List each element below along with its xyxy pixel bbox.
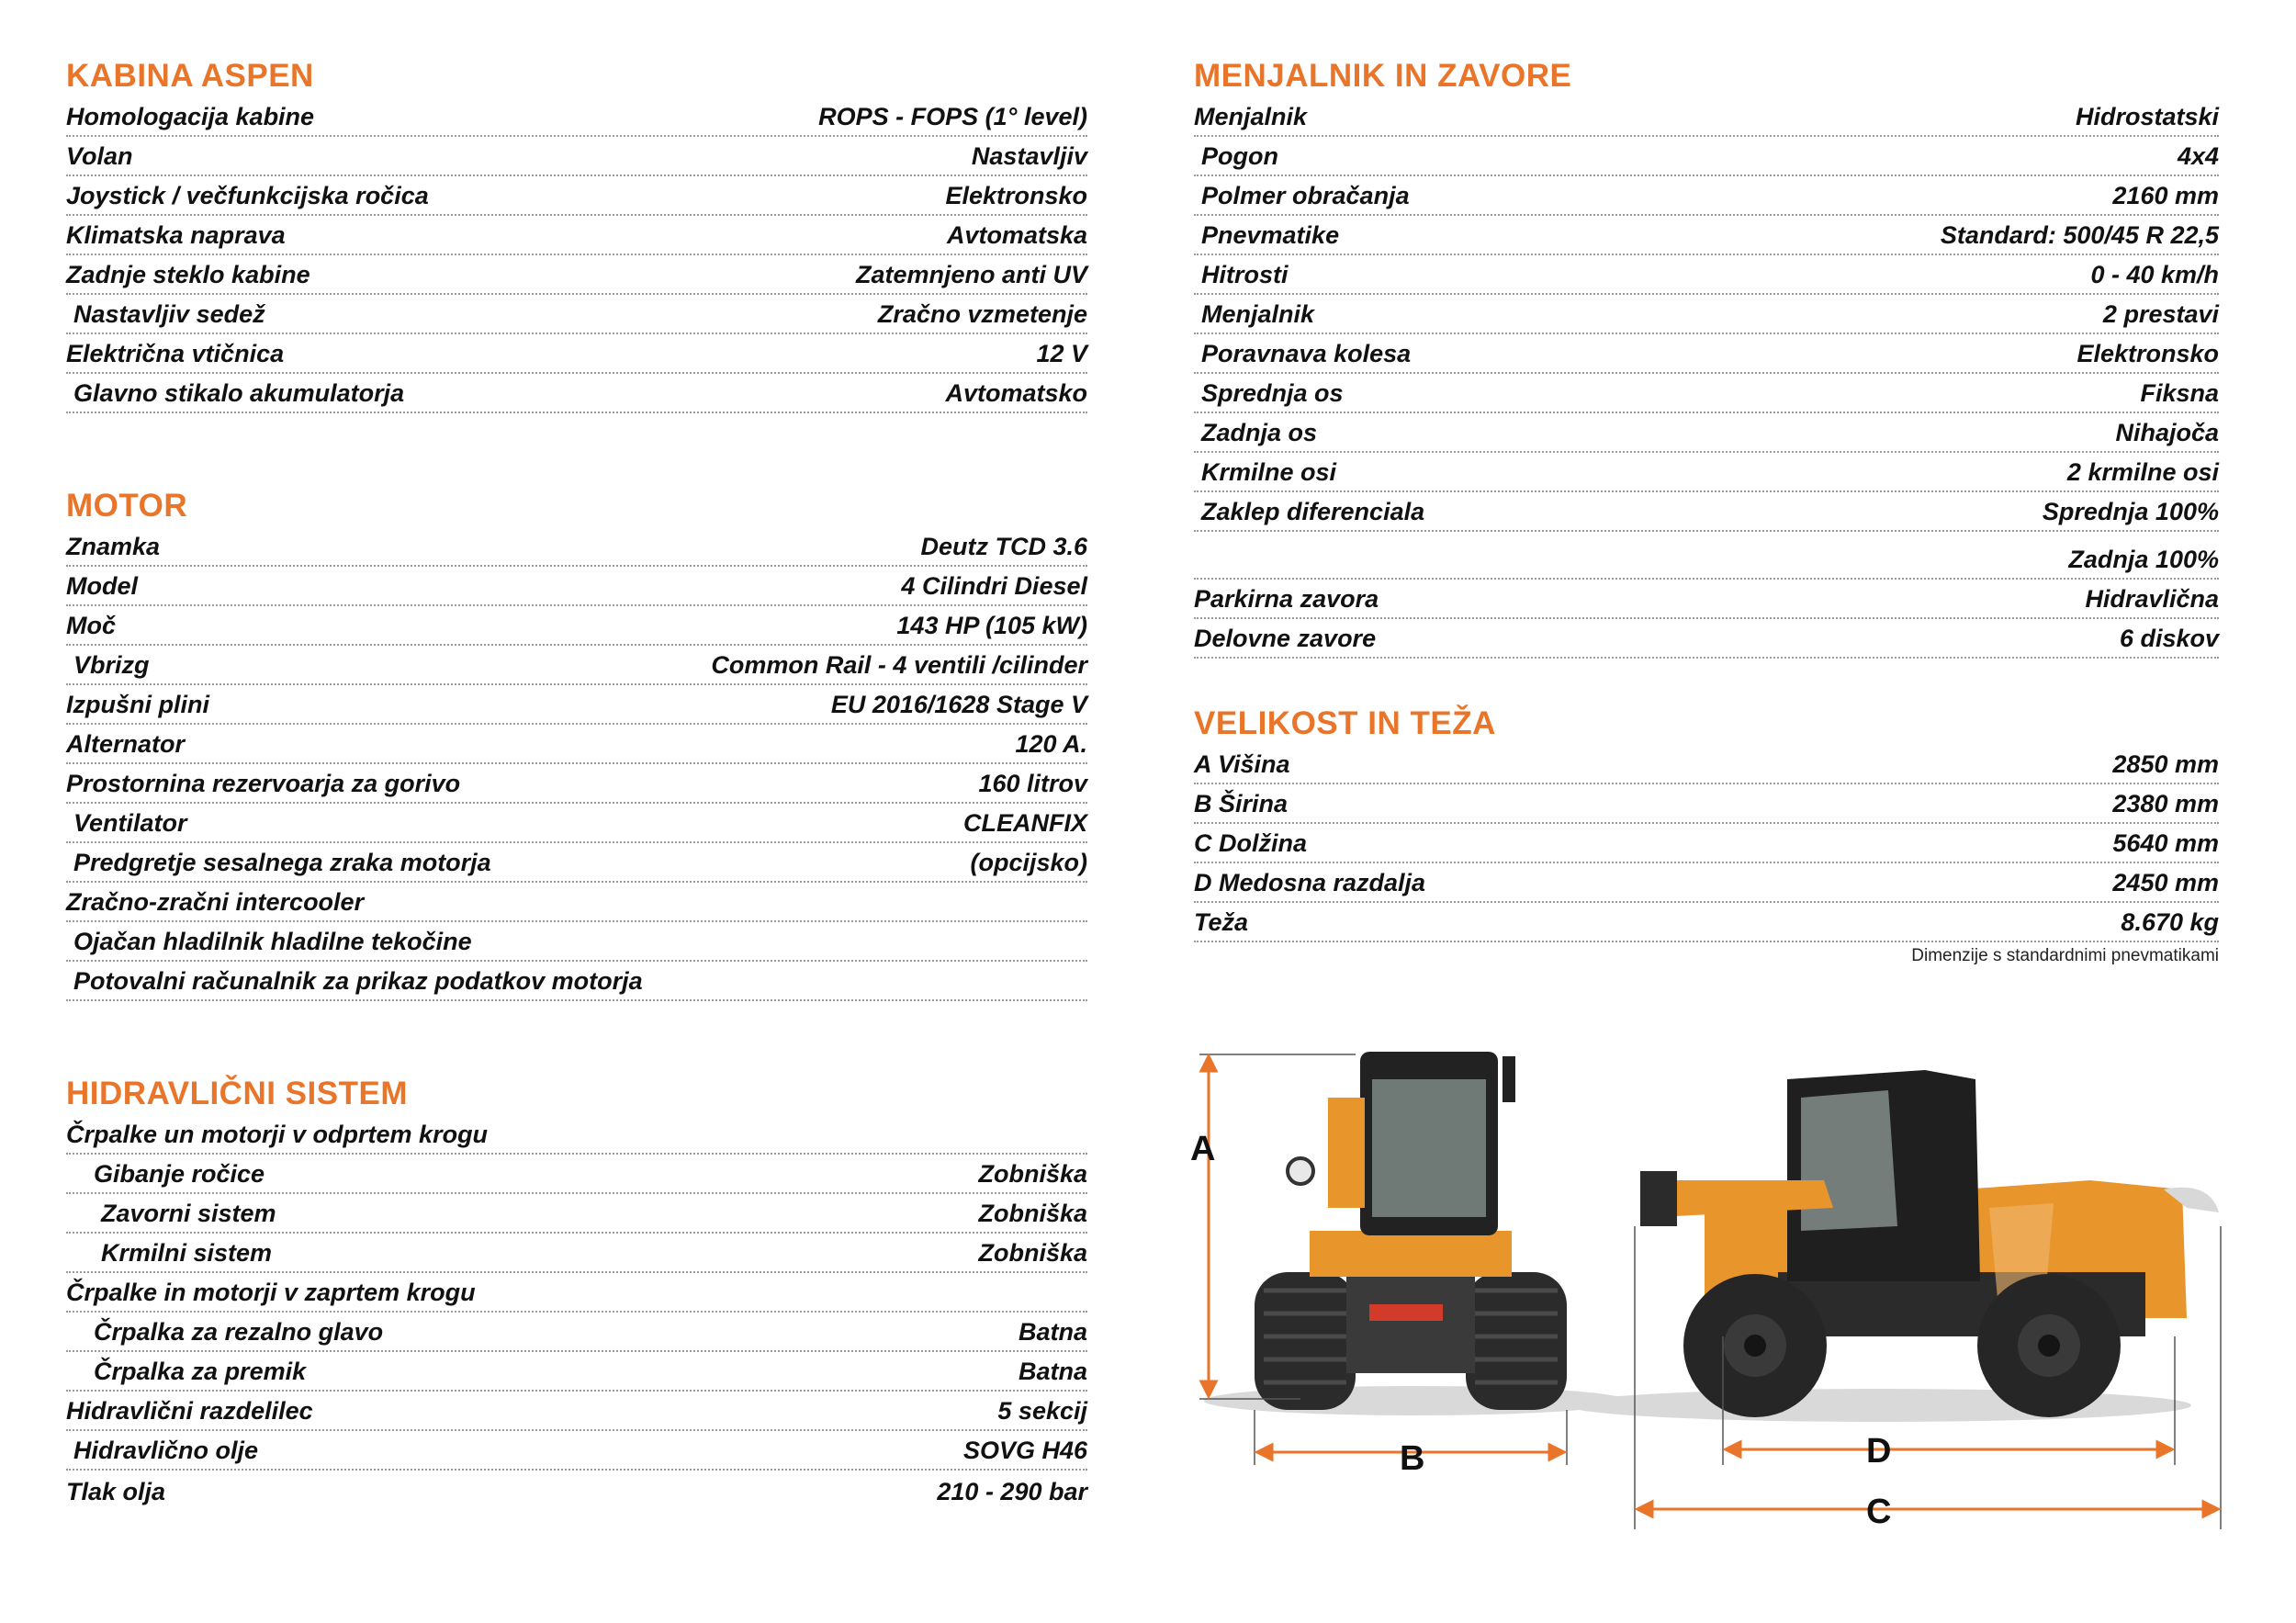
row-label: Model [66,572,138,600]
row-value: 4 Cilindri Diesel [901,572,1087,600]
row-value: Zatemnjeno anti UV [855,261,1087,288]
table-row [66,97,1087,137]
table-row [1194,255,2219,295]
table-row [1194,619,2219,659]
front-view-machine [1204,1052,1626,1415]
row-value: 2 prestavi [2102,300,2219,328]
row-value: 2 krmilne osi [2066,458,2219,486]
row-value: Avtomatsko [945,379,1087,407]
table-row [1194,492,2219,532]
dimension-d-label: D [1866,1432,1892,1471]
row-label: Krmilne osi [1201,458,1337,486]
table-row [1194,334,2219,374]
table-row [66,1234,1087,1273]
table-row [1194,176,2219,216]
table-row [66,1431,1087,1471]
table-row [1194,97,2219,137]
table-row [66,1115,1087,1155]
row-value: 5640 mm [2112,829,2219,857]
row-label: Črpalke un motorji v odprtem krogu [66,1121,489,1148]
row-label: Zadnja os [1201,419,1318,446]
row-value: Nihajoča [2115,419,2219,446]
table-row [1194,532,2219,580]
table-row [66,216,1087,255]
table-row [66,922,1087,962]
velikost-title: VELIKOST IN TEŽA [1194,705,1496,741]
menjalnik-title: MENJALNIK IN ZAVORE [1194,58,1572,94]
dimension-b-label: B [1400,1439,1425,1478]
row-value: Deutz TCD 3.6 [920,533,1087,560]
row-label: Zaklep diferenciala [1201,498,1425,525]
table-row [66,1392,1087,1431]
table-row [1194,863,2219,903]
row-value: 210 - 290 bar [937,1478,1087,1505]
table-row [1194,784,2219,824]
row-label: Delovne zavore [1194,625,1377,652]
row-value: 2450 mm [2112,869,2219,896]
table-row [66,1194,1087,1234]
row-label: Nastavljiv sedež [73,300,265,328]
row-value: Nastavljiv [971,142,1087,170]
table-row [66,527,1087,567]
left-column [66,55,1087,1510]
table-row [1194,580,2219,619]
row-label: Pnevmatike [1201,221,1340,249]
table-row [66,606,1087,646]
table-row [1194,216,2219,255]
table-row [66,567,1087,606]
row-value: 4x4 [2177,142,2219,170]
table-row [1194,413,2219,453]
table-row [66,883,1087,922]
row-label: Glavno stikalo akumulatorja [73,379,405,407]
row-value: 6 diskov [2119,625,2219,652]
menjalnik-table [1194,97,2219,659]
row-label: Polmer obračanja [1201,182,1410,209]
machine-drawing [1190,1043,2228,1538]
row-label: Volan [66,142,133,170]
row-value: CLEANFIX [963,809,1087,837]
table-row [66,295,1087,334]
row-label: Zavorni sistem [101,1200,276,1227]
row-value: Elektronsko [2077,340,2219,367]
table-row [66,804,1087,843]
row-label: Hidravlični razdelilec [66,1397,313,1425]
motor-table [66,527,1087,1001]
row-label: Ojačan hladilnik hladilne tekočine [73,928,472,955]
row-label: C Dolžina [1194,829,1308,857]
table-row [66,962,1087,1001]
row-value: Batna [1018,1358,1087,1385]
table-row [66,646,1087,685]
table-row [66,725,1087,764]
row-label: Sprednja os [1201,379,1344,407]
row-value: SOVG H46 [962,1437,1087,1464]
row-value: Zobniška [978,1239,1087,1267]
row-label: Moč [66,612,116,639]
row-label: Teža [1194,908,1249,936]
row-value: 2850 mm [2112,750,2219,778]
table-row [66,137,1087,176]
row-value: 5 sekcij [997,1397,1087,1425]
row-label: Hitrosti [1201,261,1289,288]
row-value: 2380 mm [2112,790,2219,817]
row-label: Poravnava kolesa [1201,340,1412,367]
row-value: Zračno vzmetenje [877,300,1087,328]
dimension-a-label: A [1190,1130,1216,1168]
kabina-table [66,97,1087,413]
row-label: Alternator [66,730,186,758]
dimensions-note: Dimenzije s standardnimi pnevmatikami [1911,946,2219,965]
row-value: (opcijsko) [970,849,1087,876]
row-value: Hidrostatski [2075,103,2219,130]
side-view-machine [1567,1070,2219,1422]
table-row [66,374,1087,413]
table-row [66,764,1087,804]
row-value: 12 V [1036,340,1087,367]
table-row [66,1352,1087,1392]
table-row [1194,453,2219,492]
velikost-table [1194,745,2219,942]
row-label: Črpalka za premik [94,1358,307,1385]
section-gap [66,1001,1087,1073]
row-value: 120 A. [1015,730,1087,758]
dimension-c-label: C [1866,1493,1892,1531]
row-label: D Medosna razdalja [1194,869,1426,896]
table-row [1194,824,2219,863]
row-value: Sprednja 100% [2042,498,2219,525]
kabina-title: KABINA ASPEN [66,58,314,94]
table-row [1194,295,2219,334]
table-row [1194,745,2219,784]
table-row [66,334,1087,374]
row-value: Zadnja 100% [2068,546,2219,573]
row-label: Joystick / večfunkcijska ročica [66,182,429,209]
table-row [66,176,1087,216]
table-row [66,685,1087,725]
row-label: Potovalni računalnik za prikaz podatkov motorja [73,967,643,995]
table-row [1194,903,2219,942]
row-label: Ventilator [73,809,187,837]
row-label: Prostornina rezervoarja za gorivo [66,770,461,797]
table-row [66,1313,1087,1352]
hidravlika-title: HIDRAVLIČNI SISTEM [66,1076,408,1111]
row-label: Hidravlično olje [73,1437,259,1464]
row-label: Tlak olja [66,1478,166,1505]
row-value: Hidravlična [2085,585,2219,613]
row-value: Zobniška [978,1160,1087,1188]
table-row [66,843,1087,883]
section-gap [1194,659,2219,703]
section-gap [66,413,1087,485]
row-label: Parkirna zavora [1194,585,1379,613]
row-label: Pogon [1201,142,1278,170]
motor-title: MOTOR [66,488,188,524]
row-label: Menjalnik [1194,103,1308,130]
row-label: Izpušni plini [66,691,209,718]
row-label: Predgretje sesalnega zraka motorja [73,849,491,876]
row-value: Fiksna [2140,379,2219,407]
row-label: Zračno-zračni intercooler [66,888,365,916]
table-row [66,1471,1087,1510]
row-label: Krmilni sistem [101,1239,273,1267]
row-label: Črpalka za rezalno glavo [94,1318,384,1346]
row-label: Gibanje ročice [94,1160,265,1188]
row-value: 8.670 kg [2121,908,2219,936]
row-value: Common Rail - 4 ventili /cilinder [711,651,1087,679]
row-label: Vbrizg [73,651,150,679]
row-value: 143 HP (105 kW) [896,612,1087,639]
row-label: Zadnje steklo kabine [66,261,310,288]
row-label: Homologacija kabine [66,103,315,130]
row-label: Menjalnik [1201,300,1315,328]
row-value: 0 - 40 km/h [2090,261,2219,288]
row-value: EU 2016/1628 Stage V [830,691,1087,718]
row-value: Avtomatska [946,221,1087,249]
row-label: A Višina [1194,750,1290,778]
table-row [66,255,1087,295]
right-column [1194,55,2219,966]
row-value: Elektronsko [945,182,1087,209]
row-value: ROPS - FOPS (1° level) [818,103,1087,130]
row-label: Klimatska naprava [66,221,286,249]
table-row [66,1155,1087,1194]
row-label: Črpalke in motorji v zaprtem krogu [66,1279,476,1306]
row-label: Električna vtičnica [66,340,285,367]
table-row [1194,374,2219,413]
machine-figures [1190,1043,2228,1538]
row-label: B Širina [1194,790,1289,817]
table-row [66,1273,1087,1313]
table-row [1194,137,2219,176]
hidravlika-table [66,1115,1087,1510]
row-value: 2160 mm [2112,182,2219,209]
row-label: Znamka [66,533,161,560]
row-value: Standard: 500/45 R 22,5 [1940,221,2219,249]
row-value: Zobniška [978,1200,1087,1227]
row-value: 160 litrov [978,770,1087,797]
row-value: Batna [1018,1318,1087,1346]
